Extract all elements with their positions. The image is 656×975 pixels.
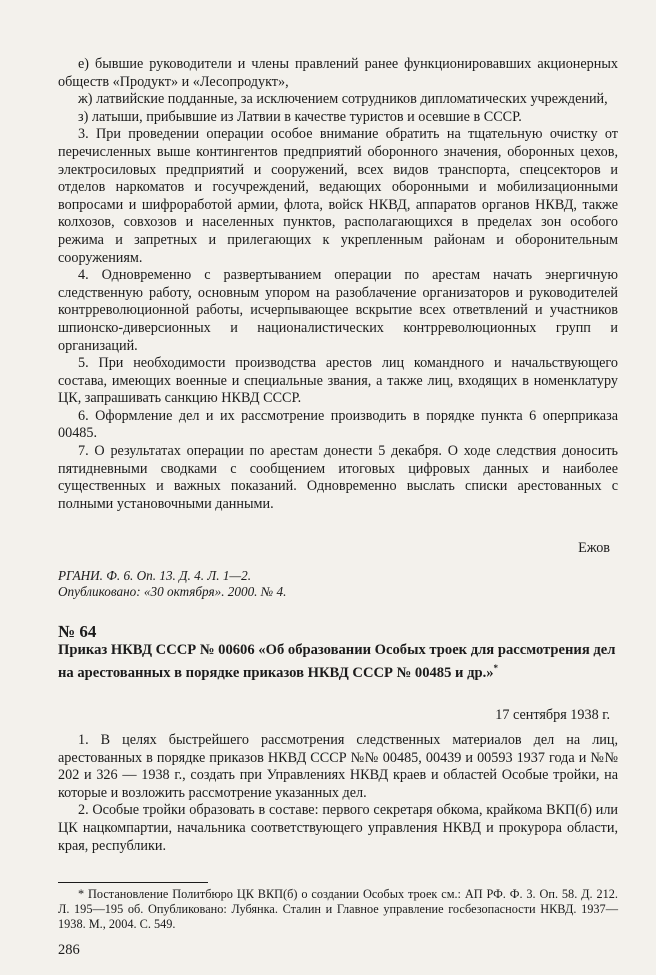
signature: Ежов [578,540,610,556]
paragraph-item-z: з) латыши, прибывшие из Латвии в качестве туристов и осевшие в СССР. [78,108,522,125]
document-title [58,642,618,682]
footnote-divider [58,882,208,883]
paragraph-point-7: 7. О результатах операции по арестам донести 5 декабря. О ходе следствия доносить пятидневными сводками с сообщением итоговых цифровых данных и наиболее существенных и важных показаний. Одновременно выслать списки арестованных с полными установочными данными. [58,443,618,512]
document-title-text: Приказ НКВД СССР № 00606 «Об образовании Особых троек для рассмотрения дел на арестованных в порядке приказов НКВД СССР № 00485 и др.» [58,642,616,681]
paragraph-point-4: 4. Одновременно с развертыванием операции по арестам начать энергичную следственную работу, основным упором на разоблачение организаторов и руководителей контрреволюционной работы, исчерпывающее вскрытие всех ответвлений и участников шпионско-диверсионных и националистических контрреволюционных групп и организаций. [58,267,618,354]
document-date: 17 сентября 1938 г. [495,707,610,723]
page-number: 286 [58,942,80,958]
footnote-mark: * [493,662,499,673]
paragraph-item-zh: ж) латвийские подданные, за исключением сотрудников дипломатических учреждений, [78,91,608,108]
archive-reference: РГАНИ. Ф. 6. Оп. 13. Д. 4. Л. 1—2. [58,568,252,583]
top-text-section [58,56,618,513]
archive-source [58,568,286,600]
paragraph-item-e: е) бывшие руководители и члены правлений ранее функционировавших акционерных обществ «Продукт» и «Лесопродукт», [58,56,618,90]
order-point-1: 1. В целях быстрейшего рассмотрения следственных материалов дел на лиц, арестованных в порядке приказов НКВД СССР №№ 00485, 00439 и 00593 1937 года и №№ 202 и 326 — 1938 г., создать при Управлениях НКВД краев и областей Особые тройки, на которые и возложить рассмотрение указанных дел. [58,732,618,801]
order-point-2: 2. Особые тройки образовать в составе: первого секретаря обкома, крайкома ВКП(б) или ЦК нацкомпартии, начальника соответствующего управления НКВД и прокурора области, края, республики. [58,802,618,854]
paragraph-point-6: 6. Оформление дел и их рассмотрение производить в порядке пункта 6 оперприказа 00485. [58,407,618,442]
publication-reference: Опубликовано: «30 октября». 2000. № 4. [58,584,287,599]
footnote-text: * Постановление Политбюро ЦК ВКП(б) о создании Особых троек см.: АП РФ. Ф. 3. Оп. 58. Д. 212. Л. 195—195 об. Опубликовано: Лубянка. Сталин и Главное управление госбезопасности НКВД. 1937—1938. М., 2004. С. 549. [58,887,618,931]
paragraph-point-5: 5. При необходимости производства арестов лиц командного и начальствующего состава, имеющих военные и специальные звания, а также лиц, входящих в номенклатуру ЦК, запрашивать санкцию НКВД СССР. [58,355,618,407]
order-text-section [58,732,618,855]
document-number: № 64 [58,622,97,641]
paragraph-point-3: 3. При проведении операции особое внимание обратить на тщательную очистку от перечисленных выше контингентов предприятий оборонного значения, оборонных цехов, электросиловых предприятий и сооружений, всех видов транспорта, спецсекторов и отделов наркоматов и госучреждений, ведающих оборонными и мобилизационными вопросами и шифроработой армии, флота, войск НКВД, аппаратов органов НКВД, также колхозов, совхозов и населенных пунктов, располагающихся в пределах зон особого режима и запретных и прилегающих к укрепленным районам и оборонительным сооружениям. [58,126,618,266]
